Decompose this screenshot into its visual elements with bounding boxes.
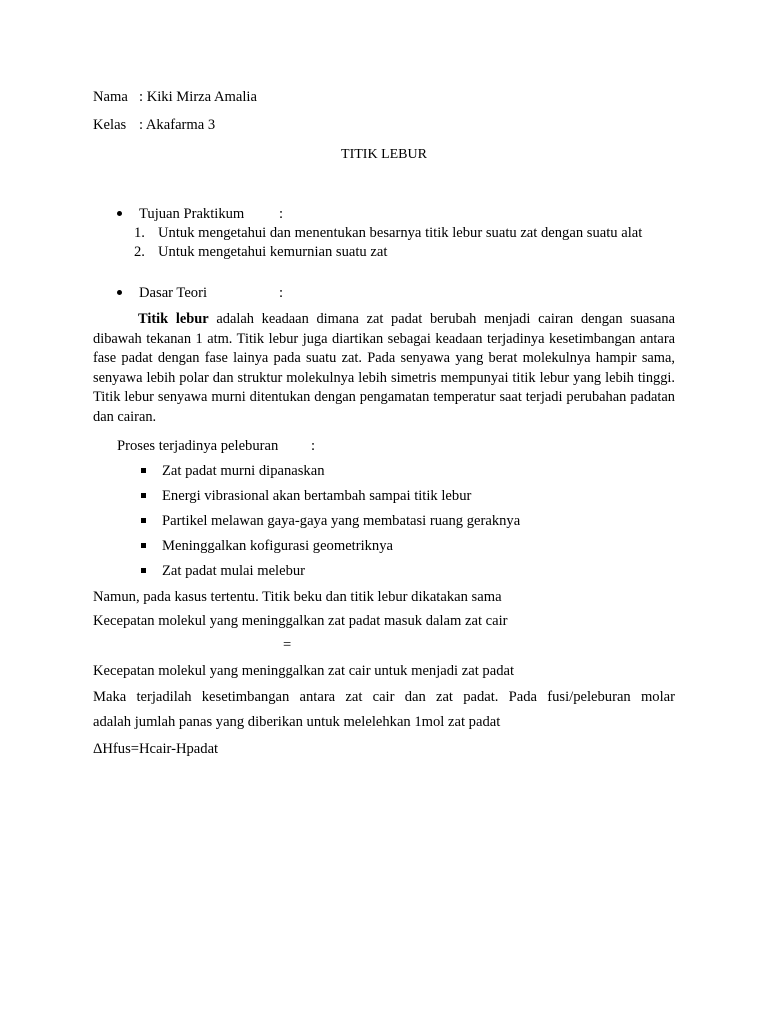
proses-item: Zat padat mulai melebur	[162, 563, 306, 579]
kelas-value: : Akafarma 3	[139, 117, 216, 133]
proses-item: Partikel melawan gaya-gaya yang membatasi ruang geraknya	[162, 513, 521, 529]
namun-line: Namun, pada kasus tertentu. Titik beku dan titik lebur dikatakan sama	[93, 589, 502, 605]
dasar-teori-paragraph	[93, 310, 675, 428]
square-bullet-icon	[141, 468, 146, 473]
maka-line-1: Maka terjadilah kesetimbangan antara zat cair dan zat padat. Pada fusi/peleburan molar	[93, 689, 675, 705]
proses-item: Zat padat murni dipanaskan	[162, 463, 325, 479]
square-bullet-icon	[141, 518, 146, 523]
equals-sign: =	[283, 637, 292, 653]
kecepatan-padat-line: Kecepatan molekul yang meninggalkan zat padat masuk dalam zat cair	[93, 613, 508, 629]
tujuan-heading: Tujuan Praktikum	[139, 206, 245, 222]
bullet-icon	[117, 290, 122, 295]
formula-line: ΔHfus=Hcair-Hpadat	[93, 741, 219, 757]
nama-value: : Kiki Mirza Amalia	[139, 89, 257, 105]
proses-item: Energi vibrasional akan bertambah sampai titik lebur	[162, 488, 472, 504]
square-bullet-icon	[141, 493, 146, 498]
bullet-icon	[117, 211, 122, 216]
kelas-line	[93, 116, 215, 134]
dasar-teori-colon: :	[279, 285, 284, 301]
term-titik-lebur: Titik lebur	[138, 311, 209, 327]
square-bullet-icon	[141, 543, 146, 548]
proses-heading: Proses terjadinya peleburan	[117, 438, 279, 454]
kelas-label: Kelas	[93, 117, 127, 133]
tujuan-item-text: Untuk mengetahui dan menentukan besarnya titik lebur suatu zat dengan suatu alat	[158, 225, 643, 241]
proses-colon: :	[311, 438, 316, 454]
square-bullet-icon	[141, 568, 146, 573]
tujuan-item-num: 1.	[134, 225, 145, 241]
maka-line-2: adalah jumlah panas yang diberikan untuk melelehkan 1mol zat padat	[93, 714, 501, 730]
nama-label: Nama	[93, 89, 128, 105]
kecepatan-cair-line: Kecepatan molekul yang meninggalkan zat cair untuk menjadi zat padat	[93, 663, 515, 679]
paragraph-text: adalah keadaan dimana zat padat berubah menjadi cairan dengan suasana dibawah tekanan 1 atm. Titik lebur juga diartikan sebagai keadaan terjadinya kesetimbangan antara fase padat dengan fase lainya pada suatu zat. Pada senyawa yang berat molekulnya hampir sama, senyawa lebih polar dan struktur molekulnya lebih simetris mempunyai titik lebur yang lebih tinggi. Titik lebur senyawa murni ditentukan dengan pengamatan temperatur saat terjadi perubahan padatan dan cairan.	[93, 311, 675, 425]
tujuan-item-text: Untuk mengetahui kemurnian suatu zat	[158, 244, 388, 260]
nama-line	[93, 88, 257, 106]
page-title: TITIK LEBUR	[341, 147, 427, 162]
tujuan-item-num: 2.	[134, 244, 145, 260]
dasar-teori-heading: Dasar Teori	[139, 285, 208, 301]
tujuan-colon: :	[279, 206, 284, 222]
proses-item: Meninggalkan kofigurasi geometriknya	[162, 538, 394, 554]
